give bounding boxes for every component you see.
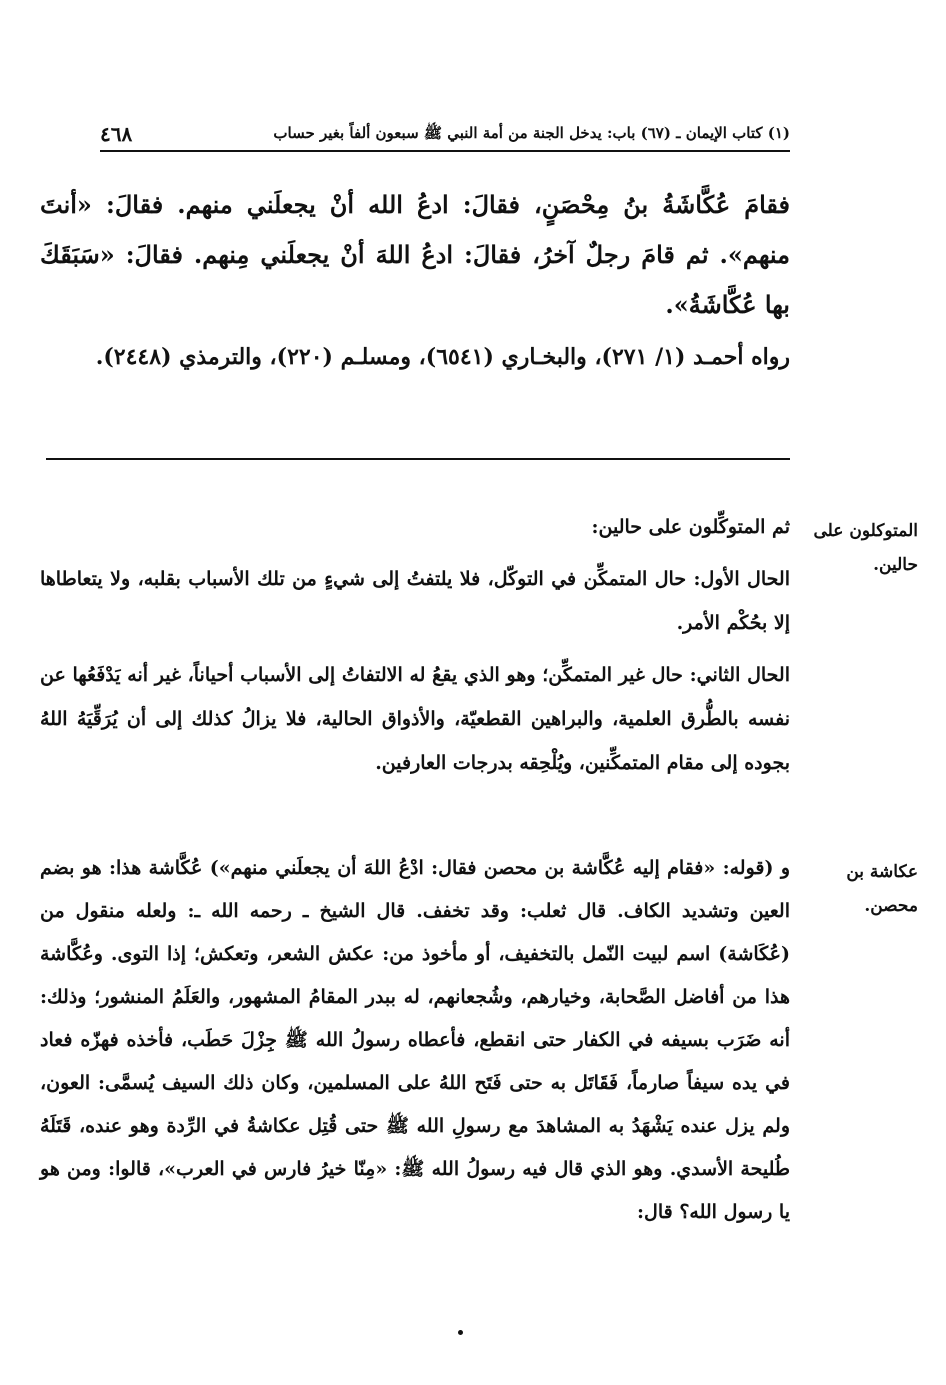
- hadith-text: [40, 180, 790, 330]
- state-one-text: حال المتمكِّن في التوكّل، فلا يلتفتُ إلى شيءٍ من تلك الأسباب بقلبه، ولا يتعاطاها إلا بحُكْم الأمر.: [40, 568, 790, 634]
- running-title: (١) كتاب الإيمان ـ (٦٧) باب: يدخل الجنة من أمة النبي ﷺ سبعون ألفاً بغير حساب: [273, 124, 790, 142]
- state-one-label: الحال الأول:: [693, 568, 790, 590]
- ukkasha-paragraph: و (قوله: «فقام إليه عُكَّاشة بن محصن فقال: ادْعُ اللهَ أن يجعلَني منهم») عُكَّاشة هذا: هو بضم العين وتشديد الكاف. قال ثعلب: وقد تخفف. قال الشيخ ـ رحمه الله ـ: ولعله منقول من (عُكَاشة) اسم لبيت النّمل بالتخفيف، أو مأخوذ من: عكش الشعر، وتعكش؛ إذا التوى. وعُكَّاشة هذا من أفاضل الصَّحابة، وخيارهم، وشُجعانهم، له ببدر المقامُ المشهور، والعَلَمُ المنشور؛ وذلك: أنه ضَرَب بسيفه في الكفار حتى انقطع، فأعطاه رسولُ الله ﷺ جِزْلَ حَطَب، فأخذه فهزّه فعاد في يده سيفاً صارماً، فَقَاتَل به حتى فَتَح اللهُ على المسلمين، وكان ذلك السيف يُسمَّى: العون، ولم يزل عنده يَشْهَدُ به المشاهدَ مع رسولِ الله ﷺ حتى قُتِل عكاشةُ في الرِّدة وهو عنده، قَتَلَهُ طُليحة الأسدي. وهو الذي قال فيه رسولُ الله ﷺ: «مِنّا خيرُ فارس في العرب»، قالوا: ومن هو يا رسول الله؟ قال:: [40, 857, 790, 1223]
- state-one-paragraph: [40, 557, 790, 645]
- hadith-source: [40, 332, 790, 382]
- state-two-label: الحال الثاني:: [689, 664, 790, 686]
- state-two-paragraph: [40, 653, 790, 785]
- section-divider: [46, 458, 790, 460]
- commentary-ukkasha: [40, 847, 790, 1234]
- page-header: [100, 112, 790, 152]
- commentary-tawakkul: [40, 505, 790, 793]
- margin-note-ukkasha: عكاشة بن محصن.: [846, 862, 918, 916]
- page-number: ٤٦٨: [100, 122, 133, 146]
- margin-note-tawakkul: المتوكلون على حالين.: [813, 521, 918, 575]
- source-citation: رواه أحمـد (١/ ٢٧١)، والبخـاري (٦٥٤١)، ومسلـم (٢٢٠)، والترمذي (٢٤٤٨).: [95, 344, 790, 370]
- page-mark: [458, 1330, 463, 1335]
- state-two-text: حال غير المتمكِّن؛ وهو الذي يقعُ له الالتفاتُ إلى الأسباب أحياناً، غير أنه يَدْفَعُها عن نفسه بالطُّرق العلمية، والبراهين القطعيّة، والأذواق الحالية، فلا يزالُ كذلك إلى أن يُرَقِّيَهُ اللهُ بجوده إلى مقام المتمكِّنين، ويُلْحِقه بدرجات العارفين.: [40, 664, 790, 774]
- commentary-intro: ثم المتوكِّلون على حالين:: [591, 516, 790, 538]
- hadith-paragraph: فقامَ عُكَّاشَةُ بنُ مِحْصَنٍ، فقالَ: ادعُ الله أنْ يجعلَني منهم. فقالَ: «أنتَ منهم». ثم قامَ رجلٌ آخرُ، فقالَ: ادعُ اللهَ أنْ يجعلَني مِنهم. فقالَ: «سَبَقَكَ بها عُكَّاشَةُ».: [40, 190, 790, 319]
